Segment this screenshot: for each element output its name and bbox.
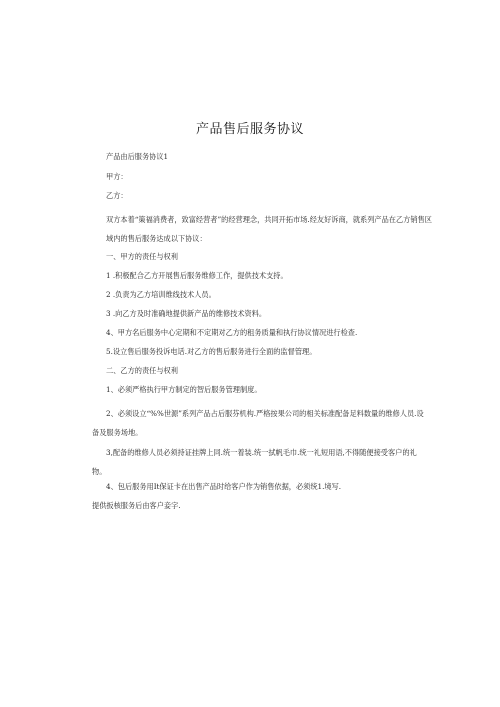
section-heading-party-a: 一、甲方的责任与权利 (106, 252, 178, 261)
party-a-item-4: 4、甲方名后服务中心定期和不定期对乙方的租务质量和执行协议情况进行检查. (106, 328, 358, 337)
party-b-item-1: 1、必须严格执行甲方制定的智后服务管理制度。 (106, 385, 262, 394)
party-b-item-2: 2、必须设立“%%世源”系列产品占后服芬机构.严格按果公司的相关标准配备足料数量的维修人员.设备及服务场地。 (92, 409, 424, 437)
party-a-line: 甲方： (106, 172, 128, 181)
preamble-paragraph: 双方本着“策福消费者，致富经营者”的经营理念，共同开拓市场.经友好诉商，就系列产品在乙方销售区域内的售后服务达成以下协议： (106, 215, 432, 243)
party-b-item-4: 4、包后服务用It保证卡在出售产品时给客户作为销售依据，必须统1.境写. (106, 482, 342, 491)
party-b-item-3: 3,配备的维修人员必须持证挂牌上同.统一着装.统一拭帆毛巾.统一礼短用语,不得随便接受客户的礼物。 (92, 448, 417, 476)
party-a-item-1: 1 .积极配合乙方开展售后服务维修工作，提供技术支持。 (106, 271, 288, 280)
section-heading-party-b: 二、乙方的责任与权利 (106, 366, 178, 375)
document-title: 产品售后服务协议 (195, 122, 304, 137)
party-a-item-5: 5.设立售后服务投诉电话.对乙方的售后服务进行全面的监督管理。 (106, 347, 317, 356)
party-a-item-2: 2 .负责为乙方培训维线技术人员。 (106, 290, 216, 299)
party-a-item-3: 3 .向乙方及时准确地提供新产品的维修技术资料。 (106, 309, 267, 318)
agreement-subtitle: 产品由后服务协议1 (106, 152, 169, 161)
party-b-line: 乙方： (106, 191, 128, 200)
closing-line: 提供扳核服务后由客户妾字. (92, 501, 181, 510)
